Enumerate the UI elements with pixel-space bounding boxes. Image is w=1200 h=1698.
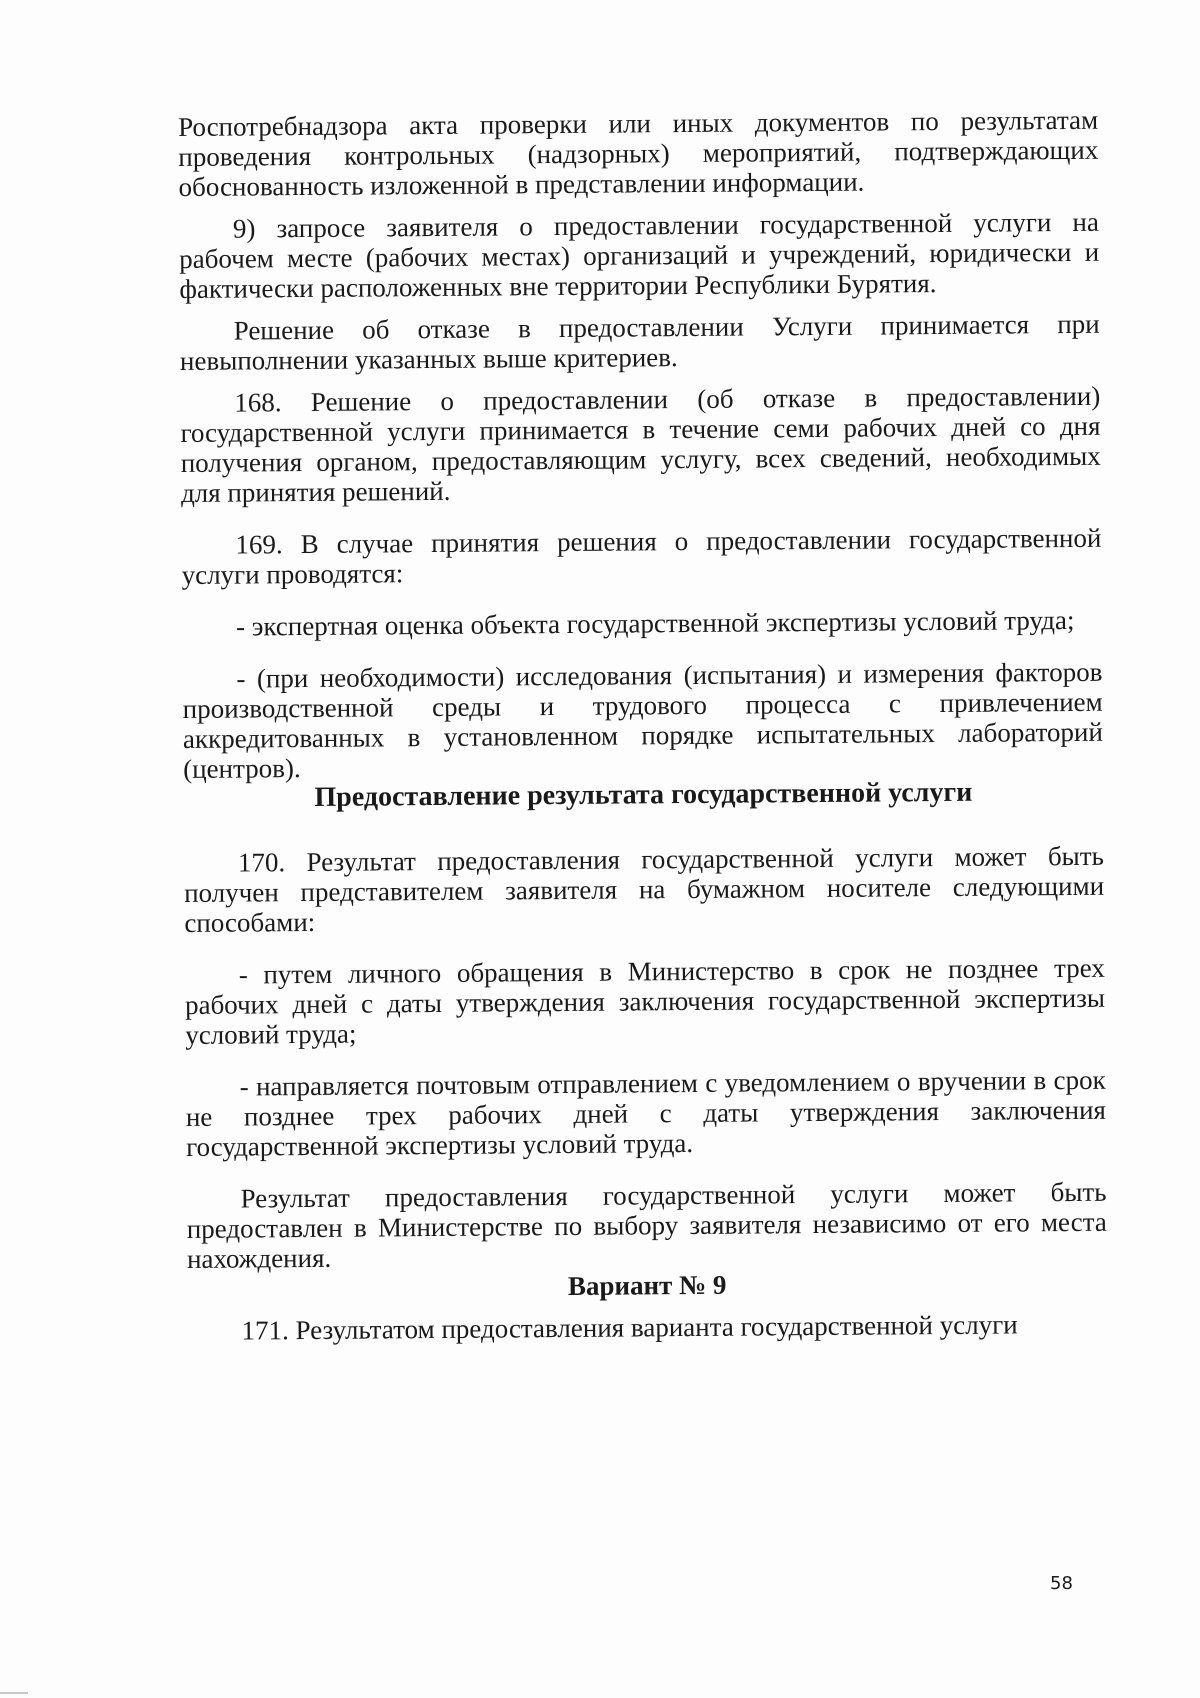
paragraph-item-9: 9) запросе заявителя о предоставлении государственной услуги на рабочем месте (рабочих местах) организаций и учреждений, юридически и фактически расположенных вне территории Республики Бурятия. bbox=[179, 206, 1100, 304]
paragraph-169: 169. В случае принятия решения о предоставлении государственной услуги проводятся: bbox=[181, 522, 1102, 590]
document-body bbox=[178, 105, 1108, 1346]
paragraph-continuation: Роспотребнадзора акта проверки или иных документов по результатам проведения контрольных (надзорных) мероприятий, подтверждающих обоснованность изложенной в представлении информации. bbox=[178, 104, 1099, 202]
scan-edge-mark bbox=[0, 1692, 28, 1694]
paragraph-168: 168. Решение о предоставлении (об отказе в предоставлении) государственной услуги принимается в течение семи рабочих дней со дня получения органом, предоставляющим услугу, всех сведений, необходимых для принятия решений. bbox=[180, 380, 1101, 508]
list-item-personal-visit: - путем личного обращения в Министерство в срок не позднее трех рабочих дней с даты утверждения заключения государственной экспертизы условий труда; bbox=[184, 952, 1106, 1050]
paragraph-170: 170. Результат предоставления государственной услуги может быть получен представителем заявителя на бумажном носителе следующими способами: bbox=[184, 840, 1105, 938]
paragraph-171: 171. Результатом предоставления варианта государственной услуги bbox=[241, 1309, 1018, 1346]
list-item-research-measurements: - (при необходимости) исследования (испытания) и измерения факторов производственной среды и трудового процесса с привлечением аккредитованных в установленном порядке испытательных лабораторий (центров). bbox=[182, 656, 1104, 784]
paragraph-result-location: Результат предоставления государственной услуги может быть предоставлен в Министерстве по выбору заявителя независимо от его места нахождения. bbox=[186, 1176, 1107, 1274]
page-number: 58 bbox=[1050, 1573, 1073, 1594]
list-item-expert-assessment: - экспертная оценка объекта государственной экспертизы условий труда; bbox=[235, 604, 1075, 642]
section-heading: Предоставление результата государственной услуги bbox=[314, 776, 973, 813]
variant-heading: Вариант № 9 bbox=[567, 1269, 727, 1301]
paragraph-refusal-decision: Решение об отказе в предоставлении Услуги принимается при невыполнении указанных выше критериев. bbox=[179, 308, 1100, 376]
list-item-postal-delivery: - направляется почтовым отправлением с уведомлением о вручении в срок не позднее трех рабочих дней с даты утверждения заключения государственной экспертизы условий труда. bbox=[185, 1064, 1106, 1162]
